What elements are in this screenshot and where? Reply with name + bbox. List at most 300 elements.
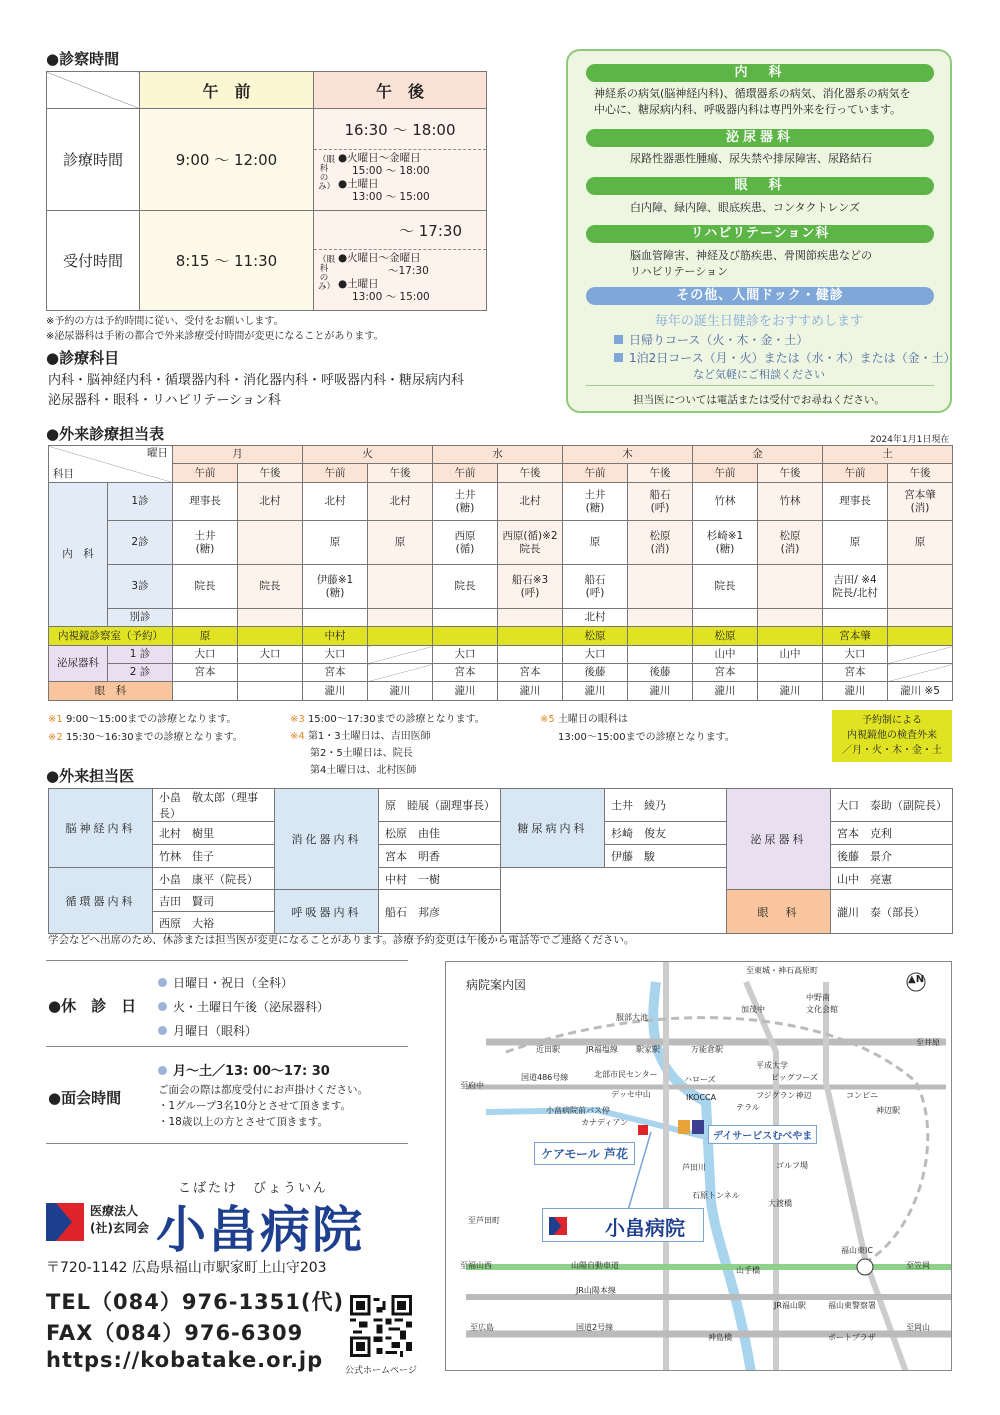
schedule-doctor: 瀧川 [584,684,606,697]
doctor: 吉田 賢司 [153,890,275,912]
schedule-cell [238,609,303,627]
corp-line: 医療法人 [90,1204,139,1218]
hours-title: ●診察時間 [46,50,120,68]
kyushin-item [158,1019,329,1043]
schedule-cell [563,483,628,521]
note-mark: ※3 [290,714,305,725]
schedule-cell [563,682,628,701]
other-bar: その他、人間ドック・健診 [586,287,934,305]
uro-bar: 泌尿器科 [586,129,934,147]
divider [46,1143,408,1144]
schedule-cell [433,609,498,627]
eye-hours-line: ●火曜日〜金曜日 [338,251,421,264]
schedule-doctor: 西原(循)※2 院長 [502,529,558,555]
doctor: 後藤 景介 [831,845,953,868]
eye-bar: 眼 科 [586,177,934,195]
map-label: 北部市民センター [594,1070,658,1079]
shinryo-pm-time: 16:30 〜 18:00 [314,110,486,150]
schedule-cell [498,682,563,701]
kyushin-item [158,971,329,995]
hours-row-shinryo: 診療時間 [47,109,140,211]
schedule-cell [758,646,823,664]
qr-code-icon[interactable] [350,1295,412,1357]
schedule-cell [758,565,823,609]
day-thu: 木 [563,446,693,464]
schedule-cell [433,646,498,664]
hours-table [46,71,487,311]
map-label: 近田駅 [536,1045,560,1054]
doctor: 西原 大裕 [153,912,275,934]
schedule-cell [303,664,368,682]
schedule-doctor: 原 [394,536,406,548]
pm-header: 午後 [368,464,433,483]
kyushin-title: ●休 診 日 [48,997,137,1015]
naika-label: 内 科 [49,483,108,627]
schedule-table [48,445,953,701]
course-note: など気軽にご相談ください [693,368,825,381]
map-label: 文化会館 [806,1005,838,1014]
kyushin-list [158,971,329,1043]
schedule-cell [433,664,498,682]
eye-text: 白内障、緑内障、眼底疾患、コンタクトレンズ [630,201,860,214]
doctor: 大口 泰助（副院長） [831,789,953,822]
schedule-doctor: 瀧川 [844,684,866,697]
map-label: 国道2号線 [576,1323,614,1332]
schedule-cell [498,521,563,565]
schedule-doctor: 松原 [584,629,606,642]
dept-tou: 糖尿病内科 [501,789,605,868]
room-label: 2 診 [108,664,173,682]
care-mall-label: ケアモール 芦花 [534,1142,635,1165]
yobi-label: 曜日 [147,447,168,459]
map-label: 国道486号線 [521,1073,569,1082]
doctor: 小畠 敬太郎（理事長） [153,789,275,822]
schedule-cell [628,483,693,521]
map-label: カナディアン [581,1118,629,1127]
empty-cell [501,868,727,934]
schedule-doctor: 瀧川 [714,684,736,697]
schedule-doctor: 理事長 [189,495,221,507]
map-label: ピッグフーズ [771,1073,819,1082]
doctor: 中村 一樹 [379,868,501,890]
map-label: 万能倉駅 [691,1045,723,1054]
map-label: 加茂中 [741,1005,765,1014]
schedule-cell [758,664,823,682]
schedule-doctor: 宮本 [454,666,476,678]
map-label: 福山東IC [841,1246,873,1255]
schedule-doctor: 山中 [714,648,736,660]
schedule-cell [563,609,628,627]
divider [46,1046,408,1047]
eye-only-tag: （眼科のみ） [318,154,336,192]
schedule-doctor: 原 [199,629,211,642]
map-label: 駅家駅 [636,1045,660,1054]
schedule-cell [563,565,628,609]
depts-title: ●診療科目 [46,349,120,367]
doctor: 船石 邦彦 [379,890,501,934]
map-label: 平成大学 [756,1061,788,1070]
schedule-doctor: 吉田/ ※4 院長/北村 [832,573,878,599]
schedule-cell [303,521,368,565]
schedule-cell [563,521,628,565]
am-header: 午前 [433,464,498,483]
schedule-doctor: 瀧川 [454,684,476,697]
map-label: 至井原 [916,1038,940,1047]
schedule-cell [368,565,433,609]
schedule-doctor: 土井 (糖) [194,529,216,555]
doctor: 瀧川 泰（部長） [831,890,953,934]
schedule-doctor: 大口 [324,648,346,660]
room-label: 2診 [108,521,173,565]
schedule-cell [693,609,758,627]
note-text: 9:00〜15:00までの診療となります。 [65,714,237,725]
day-sat: 土 [823,446,953,464]
schedule-cell [498,664,563,682]
map-label: 至広島 [470,1323,494,1332]
dayservice-label: デイサービスむべやま [708,1125,817,1144]
schedule-cell [823,565,888,609]
kyushin-text: 火・土曜日午後（泌尿器科） [173,1000,330,1014]
sched-note-2 [48,730,243,745]
schedule-doctor: 院長 [454,580,476,592]
schedule-cell [498,609,563,627]
menkai-note: ・18歳以上の方とさせて頂きます。 [158,1116,329,1128]
hours-uketsuke-am: 8:15 〜 11:30 [140,211,314,311]
day-fri: 金 [693,446,823,464]
reha-text-2: リハビリテーション [630,265,729,278]
map-hospital-box [542,1208,704,1242]
schedule-cell [888,483,953,521]
schedule-doctor: 院長 [194,580,216,592]
schedule-cell [628,565,693,609]
room-label: 1診 [108,483,173,521]
schedule-cell [173,609,238,627]
eye-hours-line: ●土曜日 [338,277,379,290]
schedule-doctor: 原 [589,536,601,548]
schedule-doctor: 土井 (糖) [584,488,606,514]
schedule-cell [693,483,758,521]
kyushin-text: 日曜日・祝日（全科） [173,976,294,990]
schedule-doctor: 大口 [194,648,216,660]
sched-note-1 [48,712,236,727]
doctor: 松原 由佳 [379,822,501,845]
schedule-doctor: 竹林 [714,495,736,507]
schedule-doctor: 北村 [389,495,411,507]
schedule-cell [823,646,888,664]
schedule-cell [758,483,823,521]
schedule-doctor: 宮本 [714,666,736,678]
hospital-logo-icon [549,1217,567,1235]
schedule-cell [238,664,303,682]
schedule-doctor: 松原 (消) [649,529,671,555]
room-label: 1 診 [108,646,173,664]
eye-hours-line: 13:00 〜 15:00 [352,190,430,203]
note-mark: ※4 [290,731,305,742]
schedule-doctor: 原 [849,536,861,548]
note-mark: ※1 [48,714,63,725]
course-1 [614,331,808,348]
map-label: 山手橋 [736,1266,760,1275]
note-text: 土曜日の眼科は [557,714,628,725]
note-text: 15:00〜17:30までの診療となります。 [307,714,485,725]
schedule-doctor: 松原 (消) [779,529,801,555]
course-2-label: 1泊2日コース（月・火）または（水・木）または（金・土） [629,351,956,365]
schedule-cell [628,609,693,627]
map-label: 中野南 [806,993,830,1002]
schedule-doctor: 院長 [714,580,736,592]
schedule-doctor: 北村 [584,611,606,623]
hours-row-uketsuke: 受付時間 [47,211,140,311]
map-label: 至福山西 [460,1261,492,1270]
map-label: JR福塩線 [586,1045,618,1054]
schedule-cell [238,682,303,701]
schedule-doctor: 船石※3 (呼) [511,573,549,599]
doctor: 宮本 克利 [831,822,953,845]
hospital-name: 小畠病院 [156,1200,364,1259]
sched-note-5 [540,712,628,727]
uketsuke-pm-time: 〜 17:30 [314,212,486,250]
am-header: 午前 [563,464,628,483]
schedule-doctor: 西原 (循) [454,529,476,555]
doctor: 伊藤 駿 [605,845,727,868]
schedule-cell [173,483,238,521]
schedule-cell [368,483,433,521]
schedule-doctor: 大口 [844,648,866,660]
am-header: 午前 [173,464,238,483]
depts-line-2: 泌尿器科・眼科・リハビリテーション科 [48,393,281,408]
schedule-doctor: 理事長 [839,495,871,507]
map-label: 服部大池 [616,1013,648,1022]
schedule-doctor: 山中 [779,648,801,660]
note-mark: ※2 [48,732,63,743]
schedule-cell [888,565,953,609]
schedule-cell [303,646,368,664]
hospital-address: 〒720-1142 広島県福山市駅家町上山守203 [46,1260,327,1276]
doctor: 土井 綾乃 [605,789,727,822]
schedule-doctor: 大口 [584,648,606,660]
docs-note: 学会などへ出席のため、休診または担当医が変更になることがあります。診療予約変更は午後から電話等でご連絡ください。 [48,934,635,946]
schedule-cell [823,627,888,646]
schedule-cell [303,565,368,609]
schedule-cell [823,609,888,627]
map-label: コンビニ [846,1091,878,1100]
divider [46,960,408,961]
schedule-cell [693,682,758,701]
doctor: 北村 樹里 [153,822,275,845]
schedule-cell [888,521,953,565]
schedule-doctor: 北村 [259,495,281,507]
map-label: 小畠病院前バス停 [546,1106,610,1115]
schedule-doctor: 土井 (糖) [454,488,476,514]
schedule-doctor: 瀧川 ※5 [900,684,940,697]
kyushin-item [158,995,329,1019]
schedule-cell [498,646,563,664]
map-label: 至芦田町 [468,1216,500,1225]
eye-only-tag: （眼科のみ） [318,254,336,292]
schedule-doctor: 北村 [324,495,346,507]
map-label: IKOCCA [686,1093,717,1102]
schedule-cell [888,646,953,664]
schedule-cell [173,664,238,682]
schedule-cell [888,609,953,627]
room-label: 別診 [108,609,173,627]
schedule-cell [758,627,823,646]
menkai-block [158,1060,368,1130]
uro-text: 尿路性器悪性腫瘍、尿失禁や排尿障害、尿路結石 [630,152,872,165]
hours-note-1: ※予約の方は予約時間に従い、受付をお願いします。 [46,316,284,327]
schedule-cell [238,565,303,609]
hours-uketsuke-pm [314,211,487,311]
qr-caption: 公式ホームページ [345,1366,417,1376]
hours-shinryo-am: 9:00 〜 12:00 [140,109,314,211]
doctors-table [48,788,953,934]
dept-jun: 循環器内科 [49,868,153,934]
room-label: 3診 [108,565,173,609]
schedule-cell [693,521,758,565]
map-label: 芦田川 [682,1163,706,1172]
hours-pm-header: 午 後 [314,72,487,109]
dept-eye: 眼 科 [727,890,831,934]
schedule-cell [563,664,628,682]
schedule-cell [823,664,888,682]
schedule-cell [758,609,823,627]
menkai-note: ご面会の際は都度受付にお声掛けください。 [158,1084,368,1096]
menkai-note: ・1グループ3名10分とさせて頂きます。 [158,1100,352,1112]
am-header: 午前 [823,464,888,483]
schedule-cell [303,609,368,627]
dept-nou: 脳神経内科 [49,789,153,868]
schedule-cell [433,483,498,521]
schedule-doctor: 杉崎※1 (糖) [706,529,744,555]
map-label: 至東城・神石高原町 [746,966,818,975]
sched-corner [49,446,173,483]
pm-header: 午後 [238,464,303,483]
pm-header: 午後 [888,464,953,483]
schedule-cell [693,627,758,646]
schedule-doctor: 大口 [454,648,476,660]
green-footer: 担当医については電話または受付でお尋ねください。 [633,394,885,406]
eye-hours-line: ●火曜日〜金曜日 [338,151,421,164]
hospital-url[interactable]: https://kobatake.or.jp [46,1348,324,1372]
schedule-cell [628,664,693,682]
schedule-cell [693,664,758,682]
dept-koki: 呼吸器内科 [275,890,379,934]
furigana: こばたけ びょういん [178,1181,329,1196]
pm-header: 午後 [758,464,823,483]
doctor: 山中 亮憲 [831,868,953,890]
eye-label: 眼 科 [49,682,173,701]
map-label: 石原トンネル [692,1191,740,1200]
doctor: 原 睦展（副理事長） [379,789,501,822]
naika-text-1: 神経系の病気(脳神経内科)、循環器系の病気、消化器系の病気を [594,87,911,100]
schedule-cell [628,521,693,565]
schedule-doctor: 宮本肇 [839,629,871,642]
map-hospital-name: 小畠病院 [605,1216,685,1240]
schedule-cell [303,682,368,701]
schedule-doctor: 竹林 [779,495,801,507]
schedule-doctor: 中村 [324,629,346,642]
divider [586,385,934,386]
schedule-doctor: 船石 (呼) [584,573,606,599]
schedule-cell [498,627,563,646]
schedule-cell [173,646,238,664]
hospital-tel: TEL（084）976-1351(代) [46,1290,345,1314]
schedule-cell [758,682,823,701]
schedule-cell [823,483,888,521]
schedule-doctor: 瀧川 [324,684,346,697]
schedule-cell [628,646,693,664]
menkai-time [158,1060,368,1079]
schedule-cell [433,565,498,609]
schedule-doctor: 後藤 [584,666,606,678]
doctor: 宮本 明香 [379,845,501,868]
schedule-cell [368,664,433,682]
day-tue: 火 [303,446,433,464]
schedule-cell [368,682,433,701]
map-label: ハローズ [684,1075,716,1084]
kyushin-text: 月曜日（眼科） [173,1024,258,1038]
map-label: 至笠岡 [906,1261,930,1270]
am-header: 午前 [693,464,758,483]
birthday-checkup: 毎年の誕生日健診をおすすめします [654,314,864,329]
dept-sho: 消化器内科 [275,789,379,890]
hospital-logo-icon [46,1203,84,1241]
course-1-label: 日帰りコース（火・木・金・土） [629,333,809,347]
schedule-doctor: 宮本 [844,666,866,678]
map-label: 神辺駅 [876,1106,900,1115]
note-text: 第1・3土曜日は、吉田医師 [307,731,431,742]
schedule-doctor: 宮本肇 (消) [904,488,936,514]
sched-note-4c: 第4土曜日は、北村医師 [310,765,417,776]
schedule-cell [368,646,433,664]
reha-bar: リハビリテーション科 [586,225,934,243]
yoyaku-box: 予約制による 内視鏡他の検査外来 ／月・火・木・金・土 [832,710,952,762]
doctor: 小畠 康平（院長） [153,868,275,890]
map-label: ポートプラザ [828,1333,876,1342]
schedule-doctor: 瀧川 [649,684,671,697]
schedule-cell [238,646,303,664]
schedule-doctor: 北村 [519,495,541,507]
schedule-cell [303,627,368,646]
schedule-cell [238,483,303,521]
uro-label: 泌尿器科 [49,646,108,682]
course-2 [614,349,956,366]
schedule-cell [888,627,953,646]
am-header: 午前 [303,464,368,483]
schedule-cell [758,521,823,565]
schedule-cell [173,521,238,565]
map-label: 福山東警察署 [828,1301,876,1310]
map-label: JR山陽本線 [576,1286,616,1295]
schedule-cell [888,664,953,682]
map-label: デッセ中山 [611,1090,651,1099]
schedule-cell [238,521,303,565]
reha-text-1: 脳血管障害、神経及び筋疾患、骨関節疾患などの [630,249,872,262]
schedule-cell [173,627,238,646]
schedule-cell [693,565,758,609]
menkai-time-text: 月〜土／13: 00〜17: 30 [173,1064,330,1079]
schedule-cell [498,483,563,521]
map-label: ゴルフ場 [776,1161,808,1170]
docs-title: ●外来担当医 [46,767,135,785]
hospital-fax: FAX（084）976-6309 [46,1321,304,1345]
map-label: JR福山駅 [774,1301,806,1310]
schedule-cell [498,565,563,609]
schedule-cell [823,682,888,701]
schedule-cell [888,682,953,701]
map-label: テラル [736,1103,760,1112]
sched-title: ●外来診療担当表 [46,425,165,443]
